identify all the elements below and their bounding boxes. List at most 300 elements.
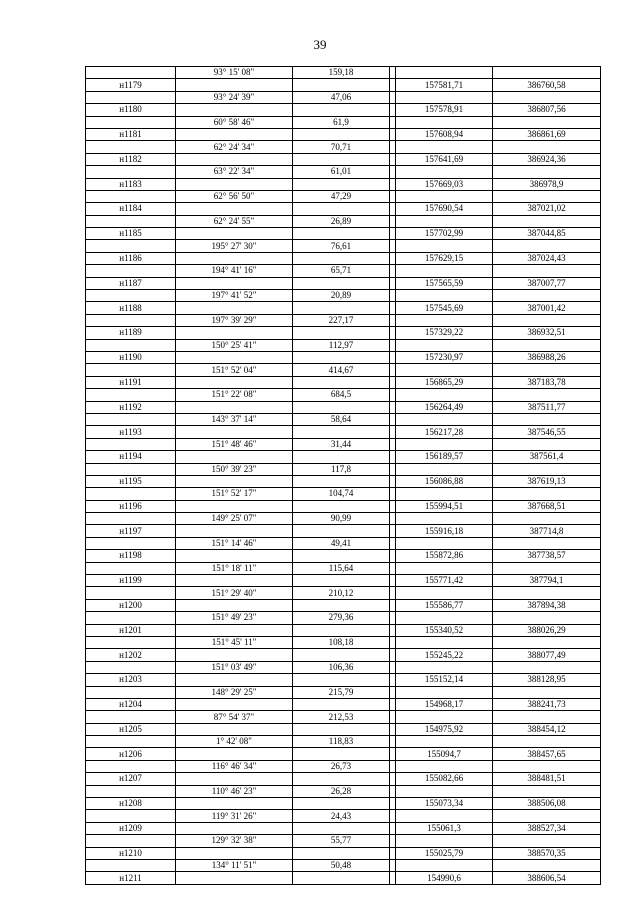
point-name-cell (86, 587, 176, 599)
segment-row (86, 612, 601, 624)
y-coordinate-cell (493, 364, 601, 376)
direction-angle-cell: 151° 29' 40" (176, 587, 293, 599)
direction-angle-cell (176, 79, 293, 91)
segment-row (86, 562, 601, 574)
point-row (86, 327, 601, 339)
segment-row (86, 91, 601, 103)
point-row (86, 575, 601, 587)
point-name-cell (86, 785, 176, 797)
point-row (86, 153, 601, 165)
point-row (86, 451, 601, 463)
point-row (86, 599, 601, 611)
x-coordinate-cell (396, 513, 493, 525)
point-name-cell: н1187 (86, 277, 176, 289)
direction-angle-cell (176, 822, 293, 834)
y-coordinate-cell: 386978,9 (493, 178, 601, 190)
direction-angle-cell (176, 748, 293, 760)
distance-cell (293, 575, 390, 587)
y-coordinate-cell (493, 785, 601, 797)
point-row (86, 822, 601, 834)
segment-row (86, 760, 601, 772)
direction-angle-cell: 60° 58' 46" (176, 116, 293, 128)
point-row (86, 128, 601, 140)
y-coordinate-cell: 386807,56 (493, 104, 601, 116)
x-coordinate-cell: 156264,49 (396, 401, 493, 413)
direction-angle-cell (176, 649, 293, 661)
direction-angle-cell (176, 723, 293, 735)
y-coordinate-cell: 387619,13 (493, 475, 601, 487)
x-coordinate-cell: 157608,94 (396, 128, 493, 140)
direction-angle-cell: 195° 27' 30" (176, 240, 293, 252)
point-row (86, 624, 601, 636)
segment-row (86, 488, 601, 500)
point-name-cell (86, 562, 176, 574)
segment-row (86, 265, 601, 277)
y-coordinate-cell: 387668,51 (493, 500, 601, 512)
distance-cell: 108,18 (293, 636, 390, 648)
y-coordinate-cell (493, 736, 601, 748)
y-coordinate-cell (493, 190, 601, 202)
distance-cell: 26,89 (293, 215, 390, 227)
distance-cell (293, 698, 390, 710)
distance-cell (293, 228, 390, 240)
distance-cell: 414,67 (293, 364, 390, 376)
distance-cell: 65,71 (293, 265, 390, 277)
distance-cell: 61,01 (293, 166, 390, 178)
point-name-cell (86, 265, 176, 277)
distance-cell: 90,99 (293, 513, 390, 525)
point-name-cell: н1184 (86, 203, 176, 215)
direction-angle-cell (176, 550, 293, 562)
x-coordinate-cell: 155073,34 (396, 798, 493, 810)
point-name-cell: н1199 (86, 575, 176, 587)
direction-angle-cell (176, 327, 293, 339)
point-row (86, 426, 601, 438)
segment-row (86, 141, 601, 153)
x-coordinate-cell (396, 91, 493, 103)
point-name-cell (86, 711, 176, 723)
point-name-cell: н1192 (86, 401, 176, 413)
point-name-cell: н1205 (86, 723, 176, 735)
y-coordinate-cell (493, 835, 601, 847)
x-coordinate-cell (396, 736, 493, 748)
point-name-cell: н1211 (86, 872, 176, 884)
distance-cell: 26,28 (293, 785, 390, 797)
segment-row (86, 67, 601, 79)
direction-angle-cell: 129° 32' 38" (176, 835, 293, 847)
direction-angle-cell (176, 351, 293, 363)
x-coordinate-cell (396, 67, 493, 79)
y-coordinate-cell: 387007,77 (493, 277, 601, 289)
x-coordinate-cell (396, 190, 493, 202)
direction-angle-cell: 148° 29' 25" (176, 686, 293, 698)
y-coordinate-cell (493, 215, 601, 227)
y-coordinate-cell: 387546,55 (493, 426, 601, 438)
distance-cell (293, 723, 390, 735)
distance-cell: 279,36 (293, 612, 390, 624)
segment-row (86, 587, 601, 599)
point-name-cell: н1197 (86, 525, 176, 537)
page-number: 39 (313, 37, 327, 52)
direction-angle-cell: 150° 39' 23" (176, 463, 293, 475)
point-name-cell: н1188 (86, 302, 176, 314)
x-coordinate-cell (396, 141, 493, 153)
point-row (86, 748, 601, 760)
y-coordinate-cell (493, 314, 601, 326)
y-coordinate-cell (493, 537, 601, 549)
direction-angle-cell (176, 475, 293, 487)
y-coordinate-cell: 386924,36 (493, 153, 601, 165)
y-coordinate-cell: 387738,57 (493, 550, 601, 562)
point-name-cell: н1185 (86, 228, 176, 240)
segment-row (86, 438, 601, 450)
point-row (86, 252, 601, 264)
point-row (86, 178, 601, 190)
segment-row (86, 513, 601, 525)
y-coordinate-cell (493, 240, 601, 252)
y-coordinate-cell: 388454,12 (493, 723, 601, 735)
direction-angle-cell (176, 500, 293, 512)
distance-cell (293, 79, 390, 91)
distance-cell: 49,41 (293, 537, 390, 549)
direction-angle-cell: 194° 41' 16" (176, 265, 293, 277)
point-name-cell (86, 215, 176, 227)
direction-angle-cell: 151° 22' 08" (176, 389, 293, 401)
x-coordinate-cell (396, 314, 493, 326)
x-coordinate-cell: 155061,3 (396, 822, 493, 834)
point-name-cell (86, 240, 176, 252)
y-coordinate-cell: 387021,02 (493, 203, 601, 215)
x-coordinate-cell (396, 785, 493, 797)
point-name-cell (86, 537, 176, 549)
direction-angle-cell: 197° 41' 52" (176, 290, 293, 302)
distance-cell: 215,79 (293, 686, 390, 698)
segment-row (86, 686, 601, 698)
x-coordinate-cell: 157669,03 (396, 178, 493, 190)
direction-angle-cell: 62° 56' 50" (176, 190, 293, 202)
point-row (86, 302, 601, 314)
distance-cell: 115,64 (293, 562, 390, 574)
x-coordinate-cell (396, 587, 493, 599)
distance-cell: 104,74 (293, 488, 390, 500)
x-coordinate-cell: 155771,42 (396, 575, 493, 587)
x-coordinate-cell: 155586,77 (396, 599, 493, 611)
x-coordinate-cell (396, 760, 493, 772)
x-coordinate-cell (396, 810, 493, 822)
y-coordinate-cell (493, 488, 601, 500)
segment-row (86, 339, 601, 351)
point-name-cell: н1208 (86, 798, 176, 810)
y-coordinate-cell: 388481,51 (493, 773, 601, 785)
x-coordinate-cell (396, 290, 493, 302)
y-coordinate-cell: 388241,73 (493, 698, 601, 710)
distance-cell: 55,77 (293, 835, 390, 847)
direction-angle-cell: 151° 18' 11" (176, 562, 293, 574)
x-coordinate-cell (396, 537, 493, 549)
point-name-cell: н1202 (86, 649, 176, 661)
point-name-cell (86, 389, 176, 401)
distance-cell: 47,06 (293, 91, 390, 103)
segment-row (86, 785, 601, 797)
x-coordinate-cell: 155994,51 (396, 500, 493, 512)
x-coordinate-cell: 157690,54 (396, 203, 493, 215)
point-row (86, 228, 601, 240)
x-coordinate-cell: 155340,52 (396, 624, 493, 636)
direction-angle-cell (176, 153, 293, 165)
x-coordinate-cell (396, 463, 493, 475)
y-coordinate-cell (493, 562, 601, 574)
x-coordinate-cell: 157545,69 (396, 302, 493, 314)
distance-cell: 58,64 (293, 413, 390, 425)
point-name-cell: н1201 (86, 624, 176, 636)
point-name-cell: н1180 (86, 104, 176, 116)
direction-angle-cell (176, 698, 293, 710)
segment-row (86, 314, 601, 326)
point-name-cell (86, 339, 176, 351)
y-coordinate-cell (493, 860, 601, 872)
point-name-cell: н1204 (86, 698, 176, 710)
y-coordinate-cell: 387001,42 (493, 302, 601, 314)
x-coordinate-cell: 157565,59 (396, 277, 493, 289)
direction-angle-cell (176, 178, 293, 190)
distance-cell: 106,36 (293, 661, 390, 673)
distance-cell (293, 327, 390, 339)
direction-angle-cell: 1° 42' 08" (176, 736, 293, 748)
direction-angle-cell: 151° 03' 49" (176, 661, 293, 673)
segment-row (86, 860, 601, 872)
x-coordinate-cell (396, 215, 493, 227)
x-coordinate-cell: 157329,22 (396, 327, 493, 339)
segment-row (86, 215, 601, 227)
direction-angle-cell: 151° 52' 17" (176, 488, 293, 500)
point-name-cell (86, 636, 176, 648)
x-coordinate-cell (396, 686, 493, 698)
y-coordinate-cell: 388026,29 (493, 624, 601, 636)
x-coordinate-cell (396, 636, 493, 648)
y-coordinate-cell (493, 612, 601, 624)
point-name-cell (86, 686, 176, 698)
x-coordinate-cell: 154990,6 (396, 872, 493, 884)
segment-row (86, 364, 601, 376)
distance-cell (293, 674, 390, 686)
direction-angle-cell: 87° 54' 37" (176, 711, 293, 723)
point-name-cell (86, 314, 176, 326)
direction-angle-cell: 151° 48' 46" (176, 438, 293, 450)
point-row (86, 376, 601, 388)
direction-angle-cell (176, 228, 293, 240)
direction-angle-cell (176, 525, 293, 537)
direction-angle-cell (176, 451, 293, 463)
point-name-cell (86, 67, 176, 79)
point-name-cell: н1190 (86, 351, 176, 363)
direction-angle-cell (176, 773, 293, 785)
point-name-cell: н1181 (86, 128, 176, 140)
direction-angle-cell: 93° 15' 08" (176, 67, 293, 79)
y-coordinate-cell (493, 438, 601, 450)
x-coordinate-cell: 154975,92 (396, 723, 493, 735)
distance-cell (293, 550, 390, 562)
distance-cell (293, 748, 390, 760)
direction-angle-cell: 149° 25' 07" (176, 513, 293, 525)
y-coordinate-cell: 386861,69 (493, 128, 601, 140)
point-row (86, 277, 601, 289)
point-name-cell: н1207 (86, 773, 176, 785)
x-coordinate-cell: 156217,28 (396, 426, 493, 438)
segment-row (86, 537, 601, 549)
distance-cell (293, 302, 390, 314)
distance-cell (293, 451, 390, 463)
x-coordinate-cell: 156189,57 (396, 451, 493, 463)
x-coordinate-cell: 155082,66 (396, 773, 493, 785)
point-name-cell: н1195 (86, 475, 176, 487)
x-coordinate-cell (396, 612, 493, 624)
point-row (86, 475, 601, 487)
distance-cell (293, 153, 390, 165)
point-row (86, 674, 601, 686)
direction-angle-cell (176, 252, 293, 264)
point-row (86, 203, 601, 215)
direction-angle-cell: 62° 24' 55" (176, 215, 293, 227)
point-name-cell: н1186 (86, 252, 176, 264)
distance-cell (293, 178, 390, 190)
y-coordinate-cell: 388606,54 (493, 872, 601, 884)
point-name-cell (86, 488, 176, 500)
y-coordinate-cell: 388128,95 (493, 674, 601, 686)
y-coordinate-cell: 387561,4 (493, 451, 601, 463)
y-coordinate-cell (493, 265, 601, 277)
y-coordinate-cell: 387714,8 (493, 525, 601, 537)
distance-cell: 227,17 (293, 314, 390, 326)
distance-cell: 31,44 (293, 438, 390, 450)
point-name-cell (86, 810, 176, 822)
direction-angle-cell: 151° 14' 46" (176, 537, 293, 549)
distance-cell: 47,29 (293, 190, 390, 202)
y-coordinate-cell (493, 587, 601, 599)
distance-cell (293, 599, 390, 611)
y-coordinate-cell (493, 686, 601, 698)
segment-row (86, 166, 601, 178)
direction-angle-cell: 116° 46' 34" (176, 760, 293, 772)
direction-angle-cell (176, 401, 293, 413)
point-row (86, 723, 601, 735)
point-name-cell (86, 513, 176, 525)
segment-row (86, 810, 601, 822)
distance-cell: 26,73 (293, 760, 390, 772)
point-name-cell: н1198 (86, 550, 176, 562)
point-row (86, 847, 601, 859)
y-coordinate-cell (493, 810, 601, 822)
direction-angle-cell (176, 624, 293, 636)
distance-cell (293, 773, 390, 785)
coordinates-table (85, 66, 601, 885)
direction-angle-cell (176, 128, 293, 140)
point-name-cell (86, 736, 176, 748)
x-coordinate-cell: 155025,79 (396, 847, 493, 859)
distance-cell: 118,83 (293, 736, 390, 748)
direction-angle-cell (176, 599, 293, 611)
distance-cell (293, 203, 390, 215)
x-coordinate-cell: 156086,88 (396, 475, 493, 487)
distance-cell (293, 277, 390, 289)
point-row (86, 79, 601, 91)
distance-cell (293, 649, 390, 661)
segment-row (86, 413, 601, 425)
direction-angle-cell (176, 104, 293, 116)
point-name-cell: н1196 (86, 500, 176, 512)
x-coordinate-cell (396, 438, 493, 450)
distance-cell (293, 872, 390, 884)
distance-cell: 159,18 (293, 67, 390, 79)
y-coordinate-cell: 387044,85 (493, 228, 601, 240)
direction-angle-cell (176, 872, 293, 884)
y-coordinate-cell (493, 413, 601, 425)
y-coordinate-cell: 387024,43 (493, 252, 601, 264)
segment-row (86, 711, 601, 723)
x-coordinate-cell (396, 116, 493, 128)
x-coordinate-cell: 157581,71 (396, 79, 493, 91)
direction-angle-cell: 119° 31' 26" (176, 810, 293, 822)
x-coordinate-cell (396, 364, 493, 376)
distance-cell (293, 624, 390, 636)
x-coordinate-cell: 156865,29 (396, 376, 493, 388)
direction-angle-cell (176, 798, 293, 810)
direction-angle-cell: 197° 39' 29" (176, 314, 293, 326)
distance-cell (293, 798, 390, 810)
distance-cell: 61,9 (293, 116, 390, 128)
y-coordinate-cell (493, 661, 601, 673)
point-row (86, 525, 601, 537)
y-coordinate-cell (493, 67, 601, 79)
direction-angle-cell: 63° 22' 34" (176, 166, 293, 178)
y-coordinate-cell (493, 760, 601, 772)
y-coordinate-cell: 388527,34 (493, 822, 601, 834)
point-name-cell (86, 290, 176, 302)
distance-cell (293, 500, 390, 512)
x-coordinate-cell (396, 339, 493, 351)
x-coordinate-cell: 155245,22 (396, 649, 493, 661)
point-name-cell (86, 612, 176, 624)
distance-cell (293, 104, 390, 116)
direction-angle-cell: 62° 24' 34" (176, 141, 293, 153)
point-name-cell (86, 661, 176, 673)
y-coordinate-cell: 387183,78 (493, 376, 601, 388)
x-coordinate-cell: 157641,69 (396, 153, 493, 165)
point-name-cell: н1210 (86, 847, 176, 859)
y-coordinate-cell: 387894,38 (493, 599, 601, 611)
point-name-cell (86, 364, 176, 376)
point-name-cell: н1189 (86, 327, 176, 339)
y-coordinate-cell (493, 116, 601, 128)
y-coordinate-cell (493, 463, 601, 475)
point-name-cell (86, 166, 176, 178)
x-coordinate-cell: 157230,97 (396, 351, 493, 363)
direction-angle-cell: 150° 25' 41" (176, 339, 293, 351)
y-coordinate-cell (493, 91, 601, 103)
y-coordinate-cell: 388457,65 (493, 748, 601, 760)
point-name-cell: н1179 (86, 79, 176, 91)
point-name-cell (86, 141, 176, 153)
x-coordinate-cell: 155094,7 (396, 748, 493, 760)
distance-cell (293, 128, 390, 140)
segment-row (86, 190, 601, 202)
y-coordinate-cell (493, 636, 601, 648)
point-name-cell (86, 463, 176, 475)
distance-cell: 212,53 (293, 711, 390, 723)
y-coordinate-cell (493, 290, 601, 302)
point-row (86, 649, 601, 661)
point-name-cell (86, 116, 176, 128)
distance-cell: 210,12 (293, 587, 390, 599)
